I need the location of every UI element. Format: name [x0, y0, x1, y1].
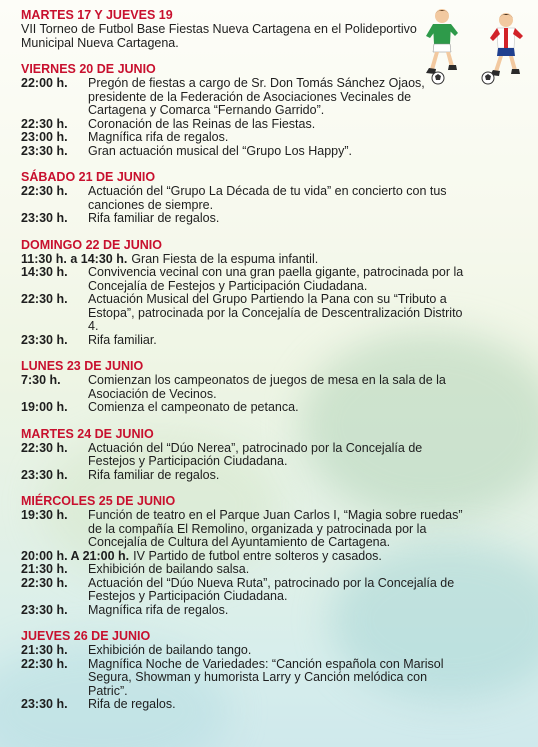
event-time: 22:30 h. — [21, 575, 68, 590]
day-section — [21, 629, 531, 712]
event-row — [21, 698, 531, 712]
event-row — [21, 145, 531, 159]
event-row — [21, 401, 531, 415]
day-section — [21, 359, 531, 415]
day-title: MARTES 17 Y JUEVES 19 — [21, 8, 173, 22]
event-row — [21, 185, 531, 212]
event-description: Magnífica rifa de regalos. — [88, 602, 229, 617]
event-description: Coronación de las Reinas de las Fiestas. — [88, 116, 316, 131]
event-time: 21:30 h. — [21, 562, 68, 576]
event-description: Comienzan los campeonatos de juegos de mesa en la sala de la Asociación de Vecinos. — [88, 373, 446, 401]
event-description: Pregón de fiestas a cargo de Sr. Don Tomás Sánchez Ojaos, presidente de la Federación de Asociaciones Vecinales de Cartagena y Comarca “Fernando Garrido”. — [88, 76, 425, 117]
day-section — [21, 494, 531, 617]
event-row — [21, 563, 531, 577]
event-row — [21, 509, 531, 550]
day-title: DOMINGO 22 DE JUNIO — [21, 237, 162, 252]
event-row — [21, 212, 531, 226]
event-description: Comienza el campeonato de petanca. — [88, 400, 299, 414]
event-time: 23:00 h. — [21, 130, 68, 144]
day-title: MARTES 24 DE JUNIO — [21, 426, 154, 441]
event-description: Magnífica Noche de Variedades: “Canción española con Marisol Segura, Showman y humorista Larry y Canción melódica con Patric”. — [88, 656, 444, 698]
event-row — [21, 658, 531, 699]
event-time: 19:00 h. — [21, 400, 68, 414]
day-title: SÁBADO 21 DE JUNIO — [21, 170, 156, 184]
day-title: MIÉRCOLES 25 DE JUNIO — [21, 494, 176, 508]
event-row — [21, 550, 531, 564]
event-description: Actuación del “Grupo La Década de tu vida” en concierto con tus canciones de siempre. — [88, 184, 447, 212]
event-row — [21, 577, 531, 604]
event-time: 22:30 h. — [21, 184, 68, 198]
event-time: 22:00 h. — [21, 76, 68, 90]
event-description: Actuación del “Dúo Nueva Ruta”, patrocinado por la Concejalía de Festejos y Participación Ciudadana. — [88, 575, 455, 603]
day-section — [21, 170, 531, 226]
day-intro: VII Torneo de Futbol Base Fiestas Nueva Cartagena en el Polideportivo Municipal Nueva Cartagena. — [21, 22, 417, 50]
event-row — [21, 253, 531, 267]
event-row — [21, 469, 531, 483]
event-time: 22:30 h. — [21, 440, 68, 455]
event-row — [21, 266, 531, 293]
event-row — [21, 374, 531, 401]
event-description: Actuación del “Dúo Nerea”, patrocinado por la Concejalía de Festejos y Participación Ciudadana. — [88, 440, 423, 468]
event-row — [21, 442, 531, 469]
event-description: Rifa familiar de regalos. — [88, 467, 220, 482]
event-description: Rifa familiar. — [88, 332, 157, 347]
event-description: Rifa familiar de regalos. — [88, 211, 220, 225]
event-description: Exhibición de bailando tango. — [88, 643, 252, 657]
event-row — [21, 77, 531, 118]
event-time: 22:30 h. — [21, 656, 68, 671]
event-description: Exhibición de bailando salsa. — [88, 562, 250, 576]
day-section — [21, 8, 531, 50]
event-row — [21, 293, 531, 334]
day-title: JUEVES 26 DE JUNIO — [21, 629, 151, 643]
event-time: 20:00 h. A 21:00 h. — [21, 548, 130, 563]
event-time: 23:30 h. — [21, 143, 68, 158]
day-title: LUNES 23 DE JUNIO — [21, 359, 144, 373]
event-time: 23:30 h. — [21, 467, 68, 482]
event-time: 19:30 h. — [21, 508, 68, 522]
day-section — [21, 427, 531, 483]
event-time: 23:30 h. — [21, 602, 68, 617]
event-description: Gran Fiesta de la espuma infantil. — [131, 251, 319, 266]
event-time: 14:30 h. — [21, 265, 68, 279]
festival-programme — [21, 8, 531, 724]
event-row — [21, 334, 531, 348]
event-row — [21, 644, 531, 658]
event-description: Convivencia vecinal con una gran paella gigante, patrocinada por la Concejalía de Festejos y Participación Ciudadana. — [88, 265, 464, 293]
event-time: 23:30 h. — [21, 211, 68, 225]
event-row — [21, 118, 531, 132]
event-time: 22:30 h. — [21, 292, 68, 306]
event-description: Gran actuación musical del “Grupo Los Happy”. — [88, 143, 353, 158]
day-title: VIERNES 20 DE JUNIO — [21, 62, 156, 76]
event-time: 22:30 h. — [21, 116, 68, 131]
event-time: 11:30 h. a 14:30 h. — [21, 251, 128, 266]
event-description: Magnífica rifa de regalos. — [88, 130, 229, 144]
event-row — [21, 604, 531, 618]
event-time: 23:30 h. — [21, 697, 68, 711]
day-section — [21, 238, 531, 348]
event-description: Rifa de regalos. — [88, 697, 176, 711]
event-description: IV Partido de futbol entre solteros y casados. — [133, 548, 382, 563]
event-row — [21, 131, 531, 145]
event-time: 21:30 h. — [21, 643, 68, 657]
event-time: 23:30 h. — [21, 332, 68, 347]
event-description: Actuación Musical del Grupo Partiendo la Pana con su “Tributo a Estopa”, patrocinada por la Concejalía de Descentralización Distrito 4. — [88, 292, 463, 333]
event-time: 7:30 h. — [21, 373, 61, 387]
day-section — [21, 62, 531, 158]
event-description: Función de teatro en el Parque Juan Carlos I, “Magia sobre ruedas” de la compañía El Remolino, organizada y patrocinada por la Concejalía de Cultura del Ayuntamiento de Cartagena. — [88, 508, 463, 549]
